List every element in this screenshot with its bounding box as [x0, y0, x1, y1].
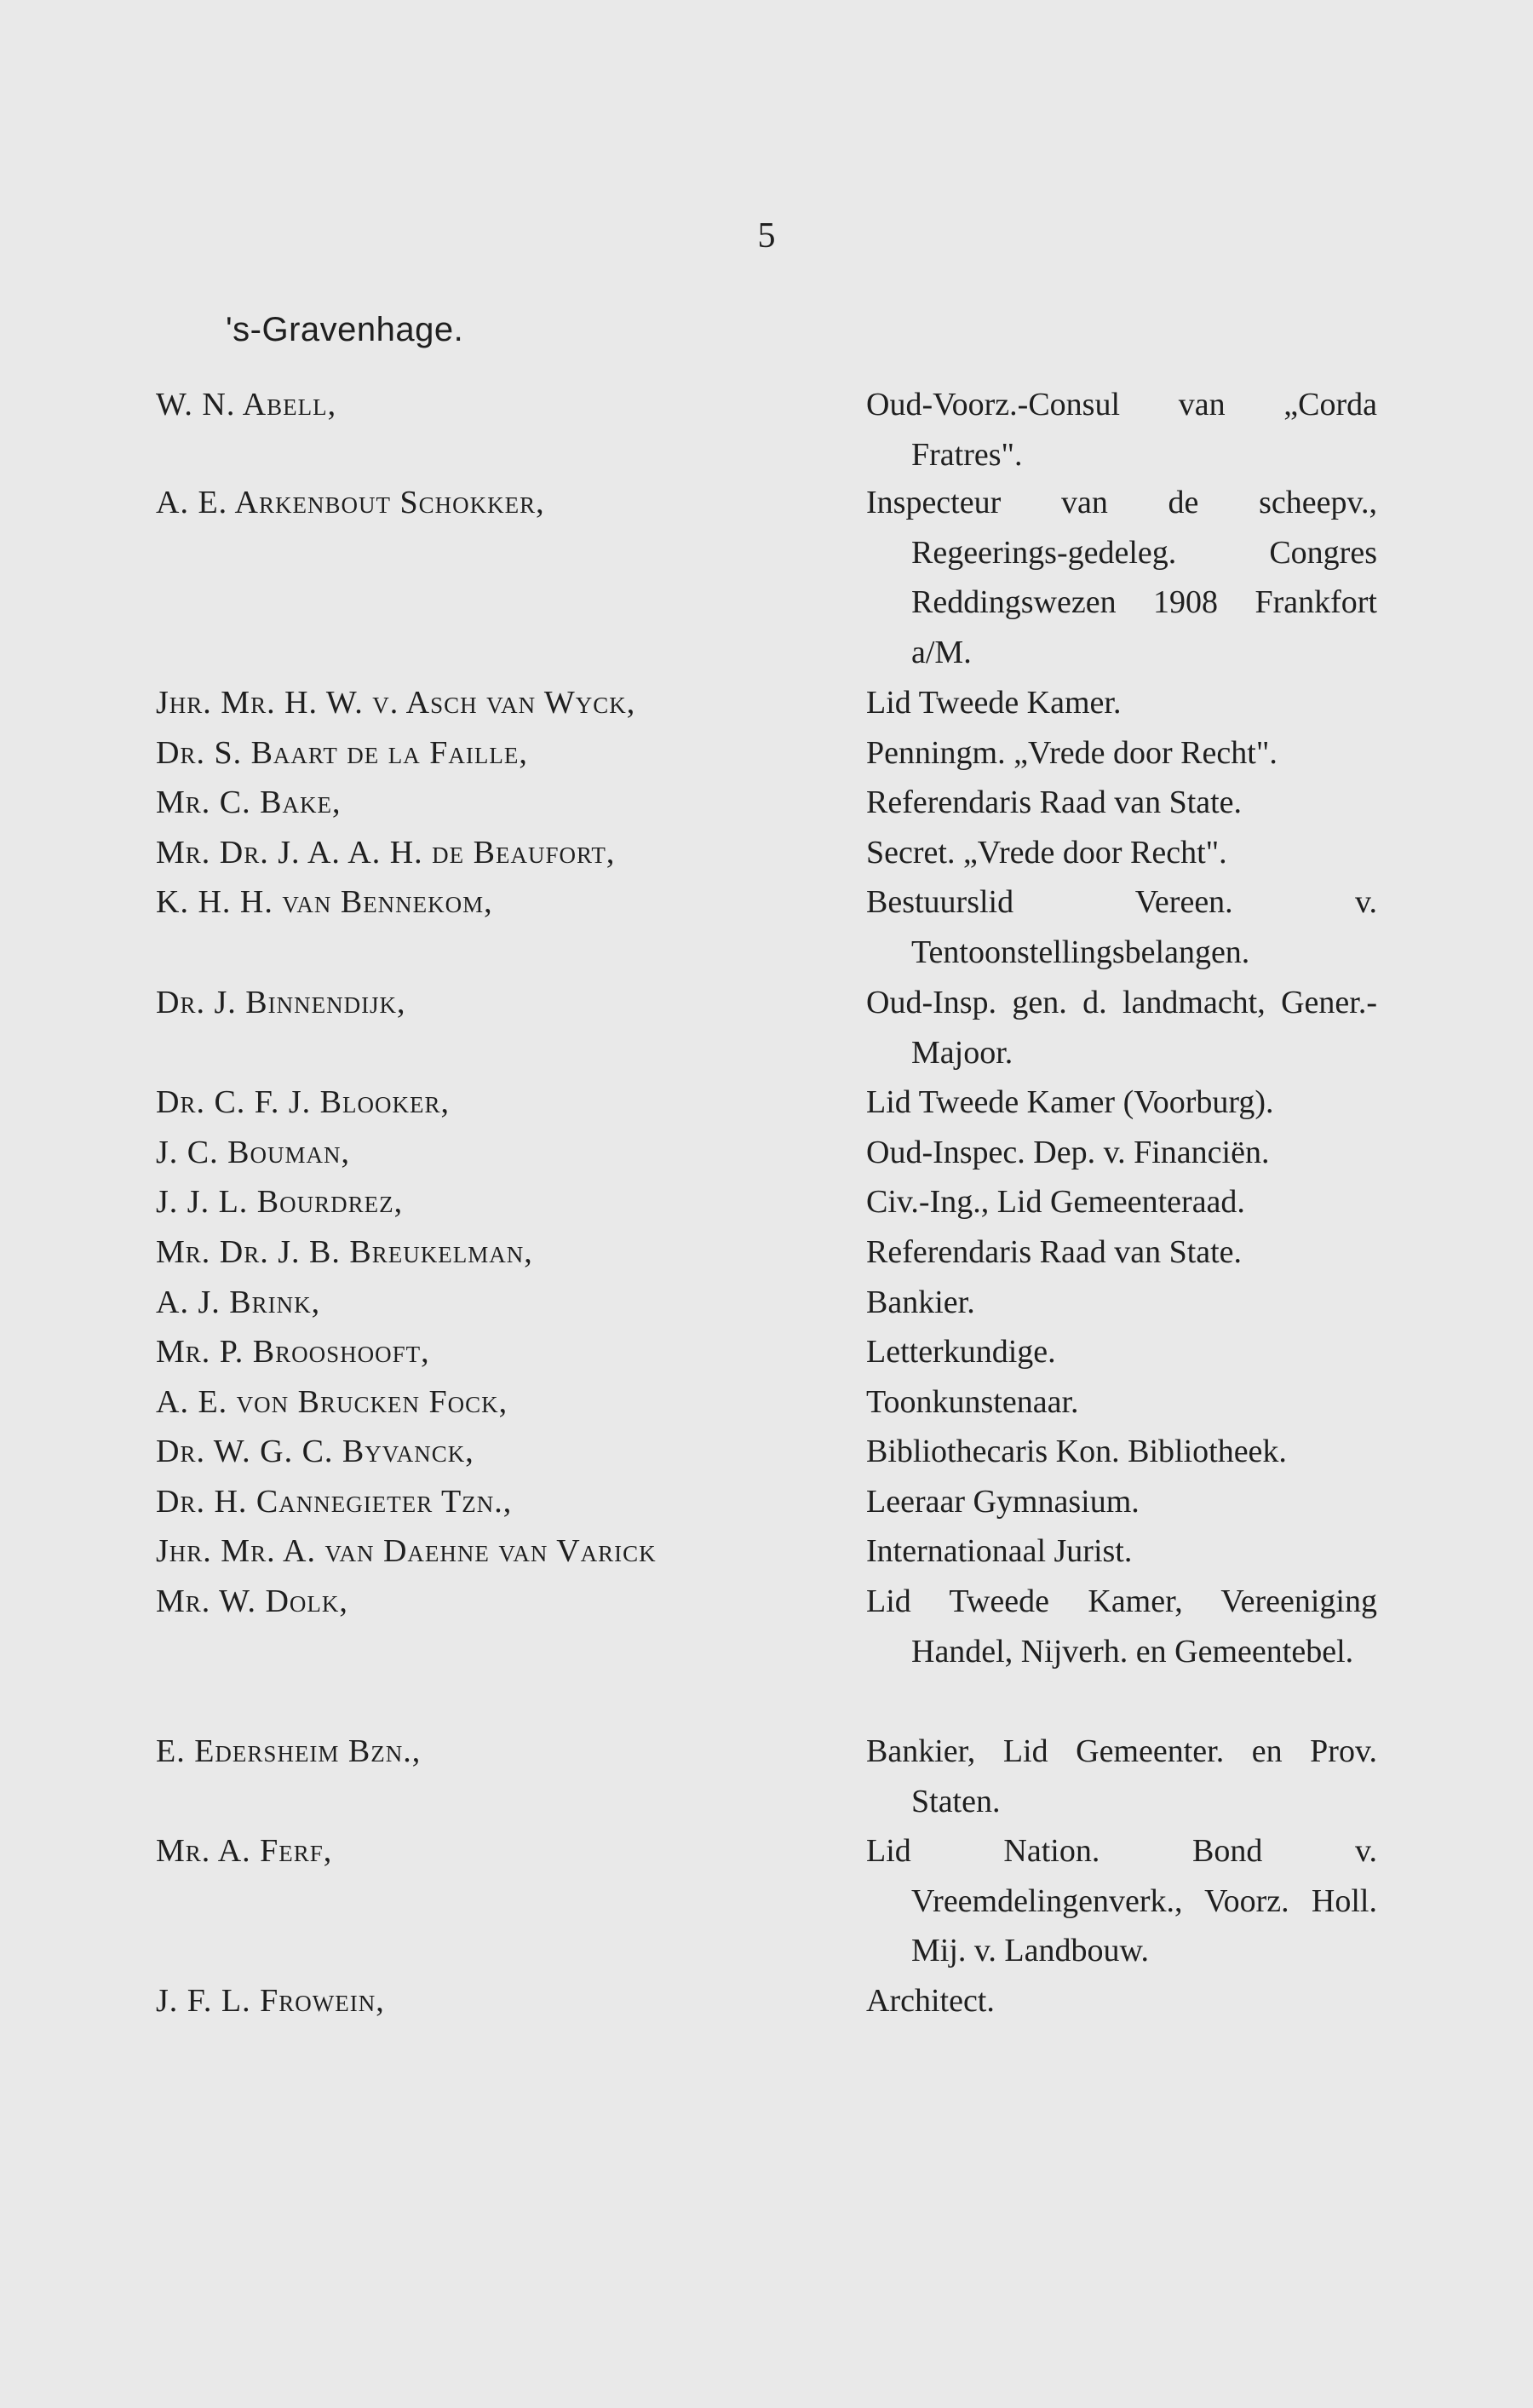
member-description: Penningm. „Vrede door Recht".: [866, 735, 1278, 771]
member-description: Letterkundige.: [866, 1334, 1056, 1370]
member-description: Oud-Insp. gen. d. landmacht, Gener.-Majoor.: [866, 985, 1377, 1071]
member-description: Bibliothecaris Kon. Bibliotheek.: [866, 1434, 1287, 1469]
member-name: A. E. von Brucken Fock,: [156, 1384, 508, 1420]
member-description: Toonkunstenaar.: [866, 1384, 1079, 1420]
member-name: A. J. Brink,: [156, 1284, 321, 1320]
member-name: Jhr. Mr. H. W. v. Asch van Wyck,: [156, 685, 636, 721]
member-name: A. E. Arkenbout Schokker,: [156, 485, 545, 520]
member-name: Mr. A. Ferf,: [156, 1833, 333, 1869]
member-description: Internationaal Jurist.: [866, 1533, 1133, 1569]
member-description: Lid Nation. Bond v. Vreemdelingenverk., Voorz. Holl. Mij. v. Landbouw.: [866, 1833, 1377, 1968]
member-description: Lid Tweede Kamer (Voorburg).: [866, 1084, 1274, 1120]
member-name: K. H. H. van Bennekom,: [156, 884, 493, 920]
member-description: Inspecteur van de scheepv., Regeerings-gedeleg. Congres Reddingswezen 1908 Frankfort a/M.: [866, 485, 1377, 670]
member-name: Mr. Dr. J. A. A. H. de Beaufort,: [156, 835, 616, 871]
member-name: Dr. S. Baart de la Faille,: [156, 735, 528, 771]
member-description: Referendaris Raad van State.: [866, 1234, 1243, 1270]
member-name: Jhr. Mr. A. van Daehne van Varick: [156, 1533, 657, 1569]
member-description: Referendaris Raad van State.: [866, 784, 1243, 820]
member-name: Mr. Dr. J. B. Breukelman,: [156, 1234, 533, 1270]
member-name: Dr. W. G. C. Byvanck,: [156, 1434, 474, 1469]
member-description: Secret. „Vrede door Recht".: [866, 835, 1227, 871]
member-description: Architect.: [866, 1983, 995, 2019]
member-description: Bankier.: [866, 1284, 975, 1320]
member-name: Mr. P. Brooshooft,: [156, 1334, 430, 1370]
member-description: Lid Tweede Kamer.: [866, 685, 1122, 721]
section-heading-city: 's-Gravenhage.: [226, 311, 464, 348]
member-name: Mr. W. Dolk,: [156, 1583, 348, 1619]
member-name: Dr. H. Cannegieter Tzn.,: [156, 1484, 513, 1520]
member-description: Bankier, Lid Gemeenter. en Prov. Staten.: [866, 1733, 1377, 1819]
member-name: Dr. J. Binnendijk,: [156, 985, 406, 1020]
member-name: J. F. L. Frowein,: [156, 1983, 385, 2019]
member-name: Mr. C. Bake,: [156, 784, 342, 820]
member-name: J. C. Bouman,: [156, 1135, 350, 1170]
member-name: Dr. C. F. J. Blooker,: [156, 1084, 451, 1120]
member-description: Civ.-Ing., Lid Gemeenteraad.: [866, 1184, 1245, 1220]
member-description: Oud-Voorz.-Consul van „Corda Fratres".: [866, 387, 1377, 473]
page-number: 5: [757, 216, 776, 256]
member-name: W. N. Abell,: [156, 387, 337, 422]
member-description: Bestuurslid Vereen. v. Tentoonstellingsbelangen.: [866, 884, 1377, 970]
member-name: J. J. L. Bourdrez,: [156, 1184, 404, 1220]
member-description: Lid Tweede Kamer, Vereeniging Handel, Nijverh. en Gemeentebel.: [866, 1583, 1377, 1670]
member-description: Leeraar Gymnasium.: [866, 1484, 1140, 1520]
member-name: E. Edersheim Bzn.,: [156, 1733, 422, 1769]
member-description: Oud-Inspec. Dep. v. Financiën.: [866, 1135, 1270, 1170]
